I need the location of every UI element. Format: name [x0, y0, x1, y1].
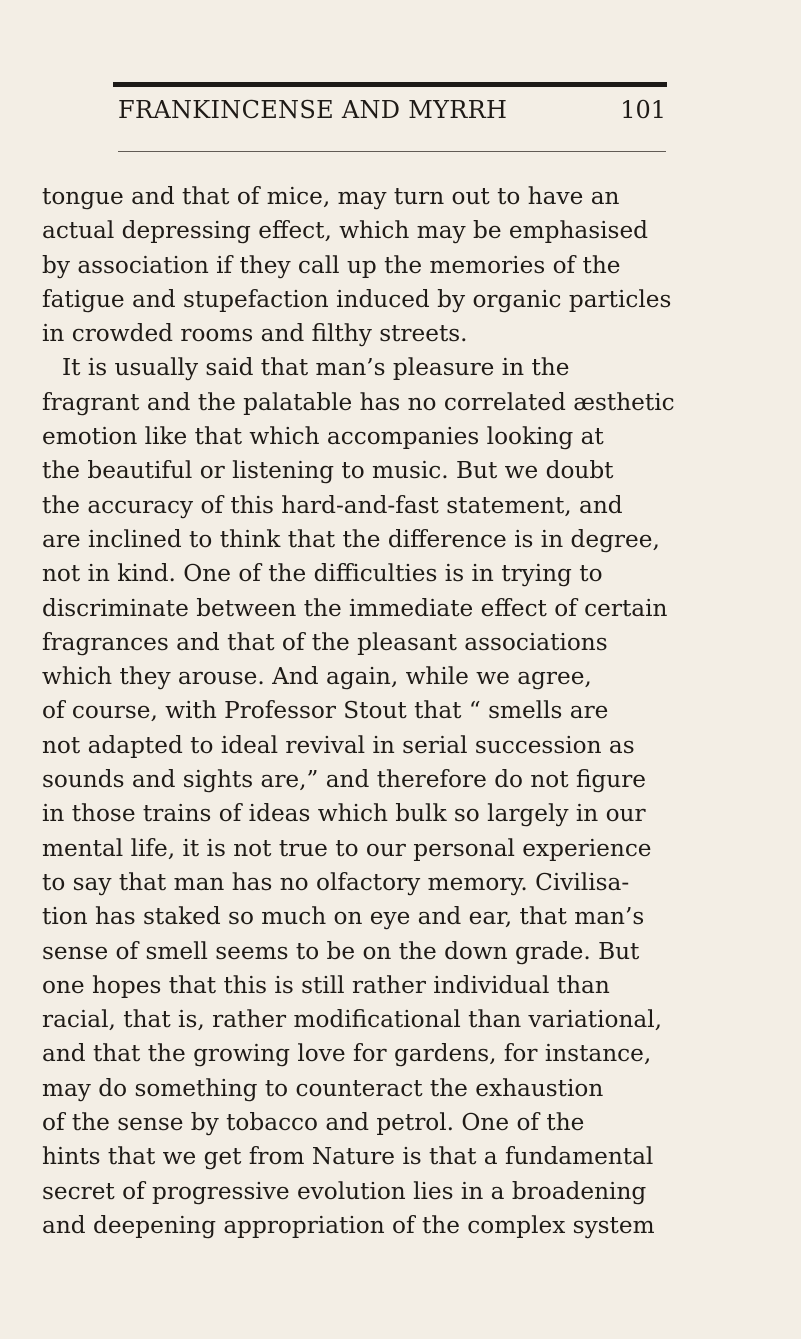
- text-line: discriminate between the immediate effect of certain: [42, 594, 668, 622]
- text-line: of course, with Professor Stout that “ smells are: [42, 697, 609, 725]
- running-title: FRANKINCENSE AND MYRRH: [118, 96, 508, 124]
- text-line: hints that we get from Nature is that a fundamental: [42, 1143, 654, 1171]
- text-line: fragrant and the palatable has no correlated æsthetic: [42, 388, 675, 416]
- text-line: and deepening appropriation of the complex system: [42, 1211, 655, 1239]
- text-line: racial, that is, rather modificational than variational,: [42, 1006, 663, 1034]
- text-line: the beautiful or listening to music. But we doubt: [42, 457, 614, 485]
- text-line: the accuracy of this hard-and-fast statement, and: [42, 491, 623, 519]
- text-line: tion has staked so much on eye and ear, that man’s: [42, 903, 645, 931]
- text-line: fatigue and stupefaction induced by organic particles: [42, 285, 672, 313]
- text-line: emotion like that which accompanies looking at: [42, 423, 604, 451]
- running-head: [118, 96, 666, 132]
- text-line: actual depressing effect, which may be emphasised: [42, 217, 649, 245]
- text-line: secret of progressive evolution lies in a broadening: [42, 1177, 647, 1205]
- text-line: by association if they call up the memories of the: [42, 251, 621, 279]
- text-line: are inclined to think that the difference is in degree,: [42, 525, 660, 553]
- page-number: 101: [620, 96, 666, 124]
- text-line: of the sense by tobacco and petrol. One of the: [42, 1109, 585, 1137]
- text-line: It is usually said that man’s pleasure in the: [62, 354, 570, 382]
- text-line: sense of smell seems to be on the down grade. But: [42, 937, 640, 965]
- text-line: in those trains of ideas which bulk so largely in our: [42, 800, 646, 828]
- text-line: to say that man has no olfactory memory. Civilisa-: [42, 868, 630, 896]
- text-line: mental life, it is not true to our personal experience: [42, 834, 652, 862]
- text-line: not adapted to ideal revival in serial succession as: [42, 731, 635, 759]
- body-text: [42, 180, 718, 1243]
- text-line: tongue and that of mice, may turn out to have an: [42, 183, 620, 210]
- text-line: in crowded rooms and filthy streets.: [42, 320, 468, 348]
- text-line: sounds and sights are,” and therefore do not figure: [42, 766, 646, 794]
- text-line: fragrances and that of the pleasant associations: [42, 628, 608, 656]
- head-rule: [118, 151, 666, 152]
- text-line: which they arouse. And again, while we agree,: [42, 663, 592, 691]
- text-line: not in kind. One of the difficulties is in trying to: [42, 560, 603, 588]
- text-line: one hopes that this is still rather individual than: [42, 971, 610, 999]
- text-line: and that the growing love for gardens, for instance,: [42, 1040, 652, 1068]
- top-rule: [113, 82, 667, 87]
- text-line: may do something to counteract the exhaustion: [42, 1074, 604, 1102]
